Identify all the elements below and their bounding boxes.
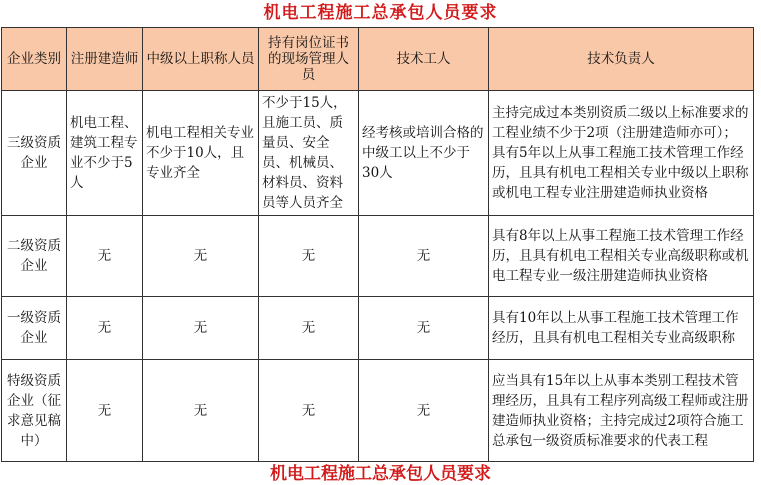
- cell-title-staff: 机电工程相关专业不少于10人，且专业齐全: [143, 91, 259, 216]
- cell-category: 一级资质企业: [2, 297, 67, 360]
- table-row: [2, 91, 754, 216]
- cell-site-managers: 无: [259, 297, 359, 360]
- header-tech-lead: 技术负责人: [489, 28, 754, 91]
- header-category: 企业类别: [2, 28, 67, 91]
- table-row: [2, 297, 754, 360]
- cell-workers: 无: [359, 360, 489, 462]
- cell-tech-lead: 主持完成过本类别资质二级以上标准要求的工程业绩不少于2项（注册建造师亦可）；具有5年以上从事工程施工技术管理工作经历，且具有机电工程相关专业中级以上职称或机电工程专业注册建造师执业资格: [489, 91, 754, 216]
- cell-workers: 经考核或培训合格的中级工以上不少于30人: [359, 91, 489, 216]
- cell-site-managers: 无: [259, 360, 359, 462]
- table-row: [2, 360, 754, 462]
- header-workers: 技术工人: [359, 28, 489, 91]
- header-site-managers: 持有岗位证书的现场管理人员: [259, 28, 359, 91]
- cell-workers: 无: [359, 297, 489, 360]
- requirements-table: [1, 27, 754, 462]
- cell-title-staff: 无: [143, 360, 259, 462]
- cell-builder: 无: [67, 360, 143, 462]
- header-builder: 注册建造师: [67, 28, 143, 91]
- cell-tech-lead: 应当具有15年以上从事本类别工程技术管理经历，且具有工程序列高级工程师或注册建造师执业资格；主持完成过2项符合施工总承包一级资质标准要求的代表工程: [489, 360, 754, 462]
- cell-tech-lead: 具有10年以上从事工程施工技术管理工作经历，且具有机电工程相关专业高级职称: [489, 297, 754, 360]
- cell-builder: 无: [67, 216, 143, 297]
- cell-title-staff: 无: [143, 216, 259, 297]
- cell-tech-lead: 具有8年以上从事工程施工技术管理工作经历，且具有机电工程相关专业高级职称或机电工程专业一级注册建造师执业资格: [489, 216, 754, 297]
- cell-site-managers: 不少于15人，且施工员、质量员、安全员、机械员、材料员、资料员等人员齐全: [259, 91, 359, 216]
- cell-builder: 无: [67, 297, 143, 360]
- cell-category: 特级资质企业（征求意见稿中）: [2, 360, 67, 462]
- cell-category: 三级资质企业: [2, 91, 67, 216]
- cell-title-staff: 无: [143, 297, 259, 360]
- header-title-staff: 中级以上职称人员: [143, 28, 259, 91]
- cropped-title-echo: 机电工程施工总承包人员要求: [270, 464, 491, 484]
- table-header-row: [2, 28, 754, 91]
- cell-category: 二级资质企业: [2, 216, 67, 297]
- cell-site-managers: 无: [259, 216, 359, 297]
- cell-builder: 机电工程、建筑工程专业不少于5人: [67, 91, 143, 216]
- cell-workers: 无: [359, 216, 489, 297]
- page-title: 机电工程施工总承包人员要求: [263, 3, 498, 23]
- table-row: [2, 216, 754, 297]
